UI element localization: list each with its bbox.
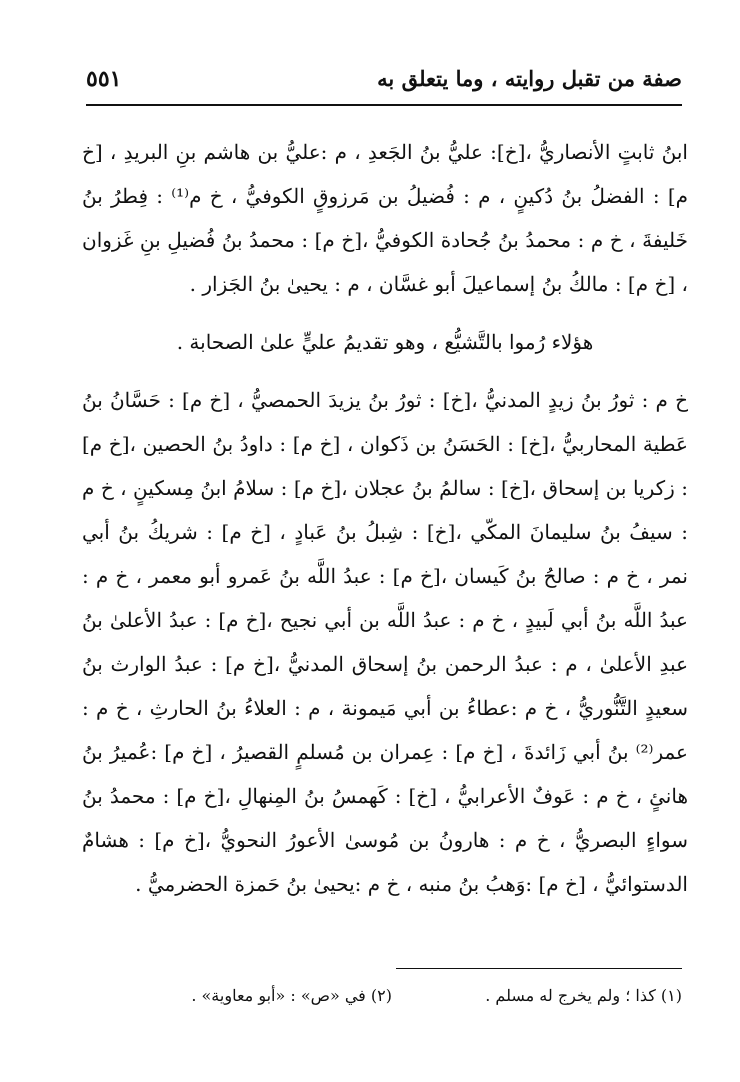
paragraph-narrators-qadar: خ م : ثورُ بنُ زيدٍ المدنيُّ ،[خ] : ثورُ بنُ يزيدَ الحمصيُّ ، [خ م] : حَسَّانُ بنُ عَطية المحاربيُّ ،[خ] : الحَسَنُ بن ذَكوان ، [خ م] : داودُ بنُ الحصين ،[خ م] : زكريا بن إسحاق ،[خ] : سالمُ بنُ عجلان ،[خ م] : سلامُ ابنُ مِسكينٍ ، خ م : سيفُ بنُ سليمانَ المكّي ،[خ] : شِبلُ بنُ عَبادٍ ، [خ م] : شريكُ بنُ أبي نمر ، خ م : صالحُ بنُ كَيسان ،[خ م] : عبدُ اللَّه بنُ عَمرو أبو معمر ، خ م : عبدُ اللَّه بنُ أبي لَبيدٍ ، خ م : عبدُ اللَّه بن أبي نجيح ،[خ م] : عبدُ الأعلىٰ بنُ عبدِ الأعلىٰ ، م : عبدُ الرحمن بنُ إسحاق المدنيُّ ،[خ م] : عبدُ الوارث بنُ سعيدٍ التَّنُّوريُّ ، خ م :عطاءُ بن أبي مَيمونة ، م : العلاءُ بنُ الحارثِ ، خ م : عمر⁽²⁾ بنُ أبي زَائدةَ ، [خ م] : عِمران بن مُسلمٍ القصيرُ ، [خ م] :عُميرُ بنُ هانئٍ ، خ م : عَوفٌ الأعرابيُّ ، [خ] : كَهمسُ بنُ المِنهالِ ،[خ م] : محمدُ بنُ سواءٍ البصريُّ ، خ م : هارونُ بن مُوسىٰ الأعورُ النحويُّ ،[خ م] : هشامٌ الدستوائيُّ ، [خ م] :وَهبُ بنُ منبه ، خ م :يحيىٰ بنُ حَمزة الحضرميُّ .: [82, 388, 688, 896]
header-rule: [86, 104, 682, 106]
paragraph-gap: [82, 306, 688, 320]
paragraph-summary: هؤلاء رُموا بالتَّشيُّع ، وهو تقديمُ عليٍّ علىٰ الصحابة .: [176, 330, 594, 354]
running-title: صفة من تقبل روايته ، وما يتعلق به: [377, 66, 682, 91]
footnote-1: (١) كذا ؛ ولم يخرج له مسلم .: [485, 986, 682, 1005]
paragraph-narrators-shia: ابنُ ثابتٍ الأنصاريُّ ،[خ]: عليُّ بنُ الجَعدِ ، م :عليُّ بن هاشم بنِ البريدِ ، [خ م] : الفضلُ بنُ دُكينٍ ، م : فُضيلُ بن مَرزوقٍ الكوفيُّ ، خ م⁽¹⁾ : فِطرُ بنُ خَليفةَ ، خ م : محمدُ بنُ جُحادة الكوفيُّ ،[خ م] : محمدُ بنُ فُضيلِ بنِ غَزوان ، [خ م] : مالكُ بنُ إسماعيلَ أبو غسَّان ، م : يحيىٰ بنُ الجَزار .: [82, 140, 689, 296]
page-number: ٥٥١: [86, 66, 122, 92]
page-header: [86, 62, 682, 102]
paragraph-gap: [82, 364, 688, 378]
footnote-2: (٢) في «ص» : «أبو معاوية» .: [191, 986, 392, 1005]
main-text: [82, 130, 688, 906]
footnotes: [120, 986, 682, 1016]
footnote-rule: [396, 968, 682, 969]
